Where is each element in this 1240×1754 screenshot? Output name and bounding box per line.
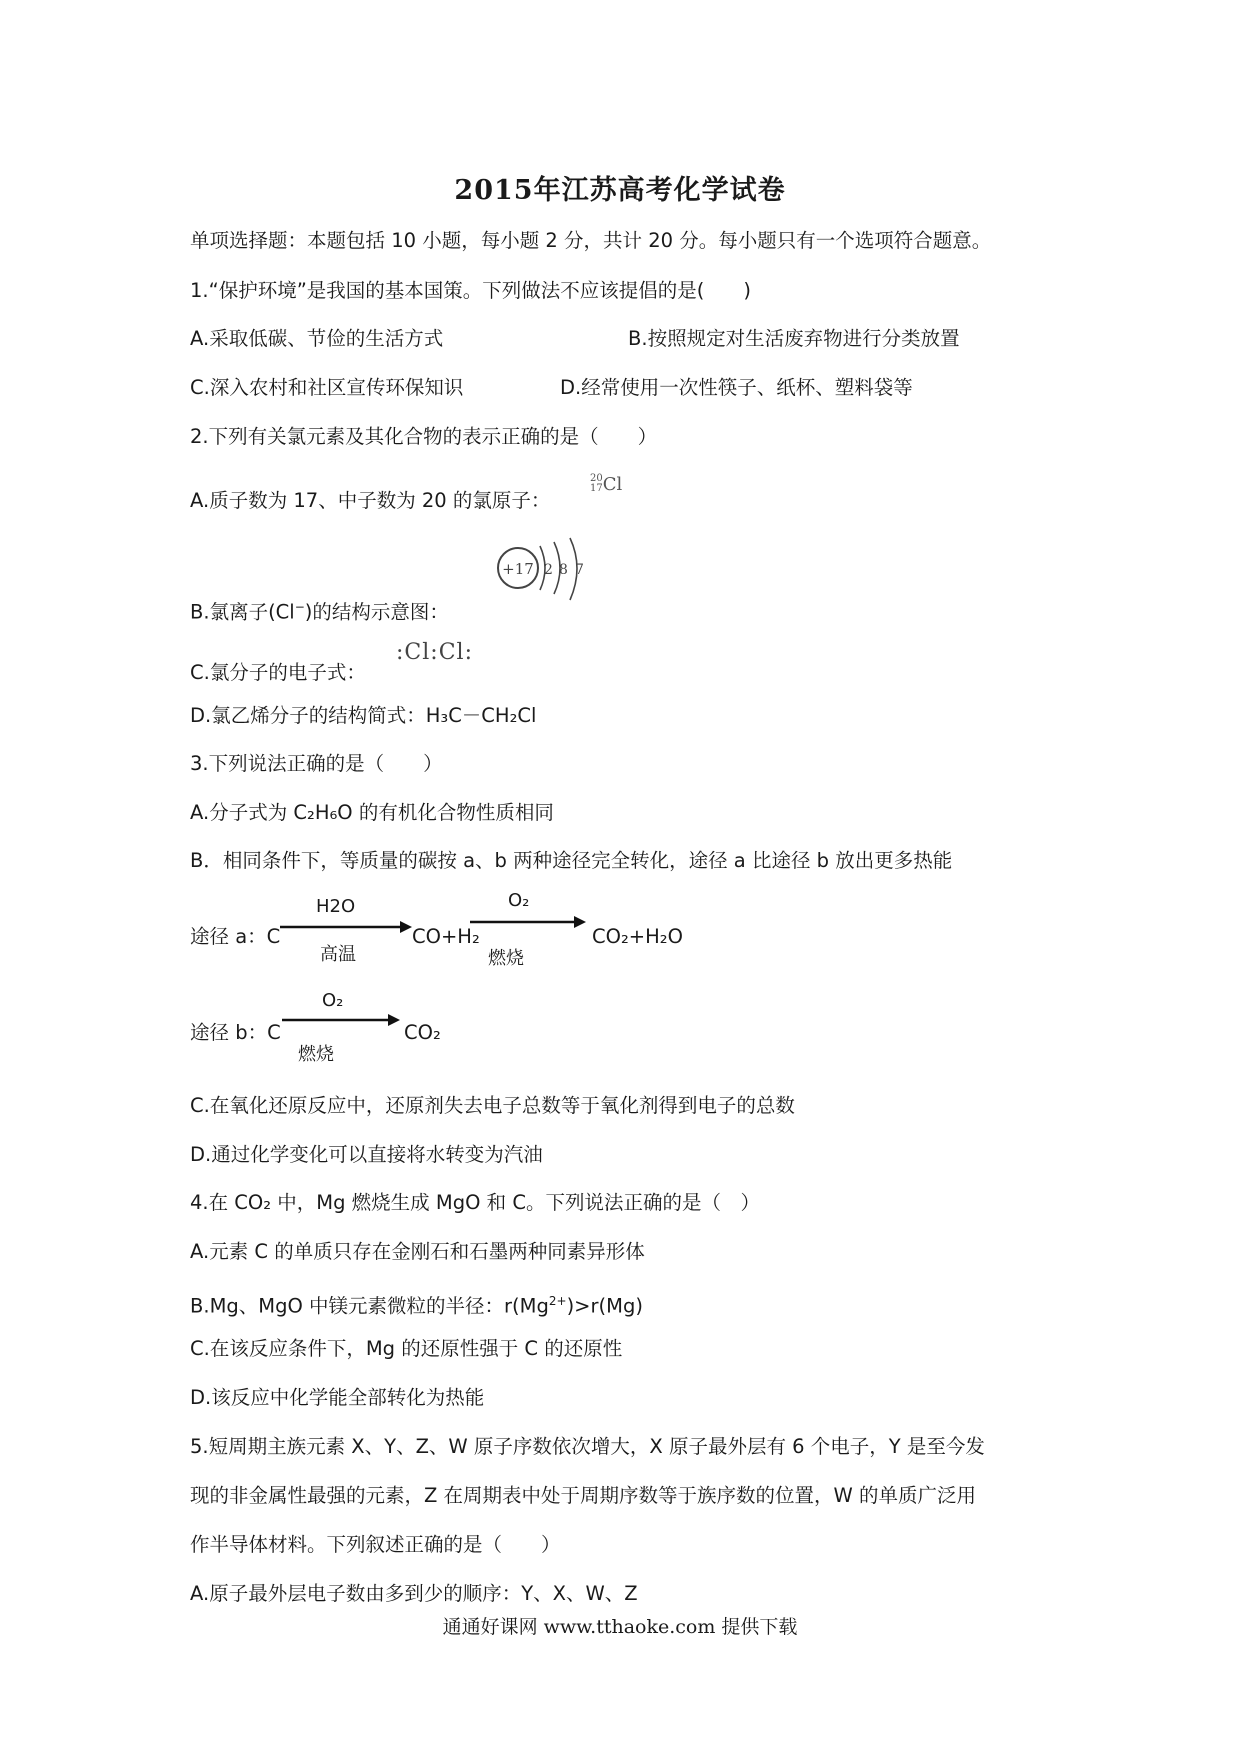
q4-option-d: D.该反应中化学能全部转化为热能: [190, 1386, 485, 1409]
path-b-product: CO₂: [404, 1021, 441, 1044]
path-b-arrow-reagent: O₂: [322, 990, 344, 1011]
path-a-arrow2-reagent: O₂: [508, 890, 530, 911]
section-header: 单项选择题：本题包括 10 小题，每小题 2 分，共计 20 分。每小题只有一个选项符合题意。: [190, 229, 992, 252]
path-a-arrow2-condition: 燃烧: [488, 948, 524, 969]
q3-option-b: B．相同条件下，等质量的碳按 a、b 两种途径完全转化，途径 a 比途径 b 放出更多热能: [190, 849, 953, 872]
q3-option-d: D.通过化学变化可以直接将水转变为汽油: [190, 1143, 543, 1166]
shell-1-count: 2: [544, 562, 553, 578]
q5-stem-line2: 现的非金属性最强的元素，Z 在周期表中处于周期序数等于族序数的位置，W 的单质广泛用: [190, 1484, 977, 1507]
q2-stem: 2.下列有关氯元素及其化合物的表示正确的是（ ）: [190, 425, 658, 448]
q1-stem: 1.“保护环境”是我国的基本国策。下列做法不应该提倡的是( ): [190, 279, 752, 302]
page-footer: 通通好课网 www.tthaoke.com 提供下载: [442, 1616, 798, 1638]
q4-stem: 4.在 CO₂ 中，Mg 燃烧生成 MgO 和 C。下列说法正确的是（ ）: [190, 1191, 760, 1214]
q2-option-b: B.氯离子(Cl−)的结构示意图：: [190, 600, 449, 624]
nucleus-charge: +17: [502, 560, 534, 578]
q3-stem: 3.下列说法正确的是（ ）: [190, 752, 443, 775]
page-title: 2015年江苏高考化学试卷: [454, 175, 786, 206]
path-b-label: 途径 b：C: [190, 1021, 281, 1044]
q2-option-d: D.氯乙烯分子的结构简式：H₃C－CH₂Cl: [190, 704, 537, 727]
q1-option-c: C.深入农村和社区宣传环保知识: [190, 376, 464, 399]
path-a-label: 途径 a：C: [190, 925, 281, 948]
q5-option-a: A.原子最外层电子数由多到少的顺序：Y、X、W、Z: [190, 1582, 638, 1605]
q2-option-c: C.氯分子的电子式：: [190, 661, 366, 684]
path-b-arrow-condition: 燃烧: [298, 1044, 334, 1065]
shell-2-count: 8: [559, 562, 568, 578]
q2-option-a: A.质子数为 17、中子数为 20 的氯原子：: [190, 489, 551, 512]
chloride-ion-structure-diagram: [488, 532, 598, 612]
path-a-arrow1-reagent: H2O: [316, 896, 356, 917]
q4-option-a: A.元素 C 的单质只存在金刚石和石墨两种同素异形体: [190, 1240, 645, 1263]
q1-option-d: D.经常使用一次性筷子、纸杯、塑料袋等: [560, 376, 913, 399]
path-a-arrow1: [280, 920, 412, 934]
q3-option-c: C.在氧化还原反应中，还原剂失去电子总数等于氧化剂得到电子的总数: [190, 1094, 795, 1117]
chlorine-electron-formula: :Cl:Cl:: [396, 640, 473, 665]
q1-option-b: B.按照规定对生活废弃物进行分类放置: [628, 327, 960, 350]
path-b-arrow: [282, 1013, 400, 1027]
path-a-arrow1-condition: 高温: [320, 944, 356, 965]
q4-option-c: C.在该反应条件下，Mg 的还原性强于 C 的还原性: [190, 1337, 623, 1360]
q5-stem-line1: 5.短周期主族元素 X、Y、Z、W 原子序数依次增大，X 原子最外层有 6 个电子，Y 是至今发: [190, 1435, 985, 1458]
q3-option-a: A.分子式为 C₂H₆O 的有机化合物性质相同: [190, 801, 554, 824]
mass-number: 20: [590, 473, 603, 484]
q5-stem-line3: 作半导体材料。下列叙述正确的是（ ）: [190, 1533, 561, 1556]
shell-3-count: 7: [575, 562, 584, 578]
path-a-arrow2: [470, 915, 586, 929]
q4-option-b: B.Mg、MgO 中镁元素微粒的半径：$r(Mg^{2+})>r(Mg)$: [190, 1294, 643, 1318]
atomic-number: 17: [590, 483, 603, 494]
q1-option-a: A.采取低碳、节俭的生活方式: [190, 327, 444, 350]
path-a-intermediate: CO+H₂: [412, 925, 480, 948]
chlorine-isotope-formula: [590, 474, 622, 495]
path-a-product: CO₂+H₂O: [592, 925, 683, 948]
element-symbol: Cl: [602, 474, 623, 495]
